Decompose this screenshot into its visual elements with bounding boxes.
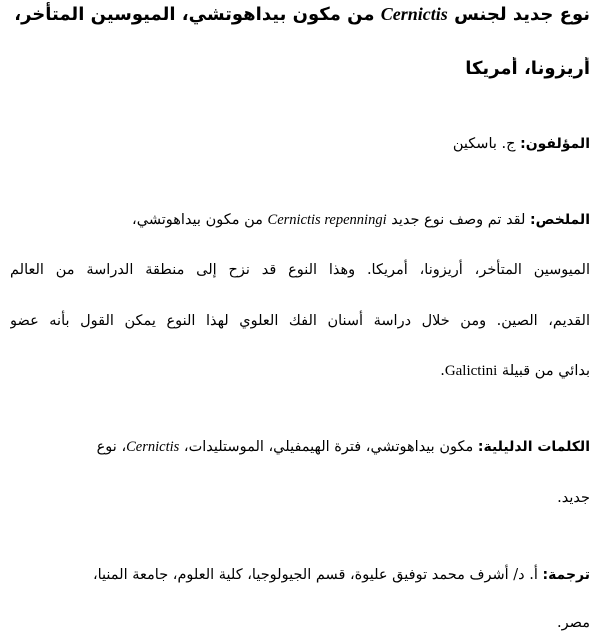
authors-label: المؤلفون:: [520, 136, 590, 152]
keywords-genus: Cernictis: [126, 439, 180, 455]
abstract-species: Cernictis repenningi: [267, 212, 387, 228]
abstract-text-3: القديم، الصين. ومن خلال دراسة أسنان الفك العلوي لهذا النوع يمكن القول بأنه عضو: [10, 313, 590, 329]
abstract-text-1a: لقد تم وصف نوع جديد: [391, 212, 526, 228]
translation-label: ترجمة:: [542, 567, 590, 583]
translation-line-2: [10, 612, 590, 634]
title-line-2: [10, 57, 590, 81]
keywords-label: الكلمات الدليلية:: [477, 439, 590, 455]
keywords-text-2: جديد.: [557, 490, 590, 506]
abstract-line-2: [10, 259, 590, 281]
authors-value: ج. باسكين: [452, 136, 516, 152]
abstract-line-1: [10, 209, 590, 231]
title-location: أريزونا، أمريكا: [465, 58, 590, 79]
title-line-1: [10, 2, 590, 27]
title-text-end: من مكون بيداهوتشي، الميوسين المتأخر،: [14, 4, 375, 25]
authors-line: [10, 133, 590, 155]
keywords-line-1: [10, 436, 590, 458]
abstract-line-3: [10, 310, 590, 332]
keywords-text-1a: مكون بيداهوتشي، فترة الهيمفيلي، الموستليدات،: [183, 439, 474, 455]
abstract-tribe: Galictini: [444, 363, 498, 379]
title-text-start: نوع جديد لجنس: [454, 4, 590, 25]
keywords-line-2: [10, 487, 590, 509]
translation-text-2: مصر.: [557, 615, 590, 631]
abstract-text-2: الميوسين المتأخر، أريزونا، أمريكا. وهذا النوع قد نزح إلى منطقة الدراسة من العالم: [10, 262, 590, 278]
translation-line-1: [10, 564, 590, 586]
abstract-label: الملخص:: [530, 212, 590, 228]
translation-text-1: أ. د/ أشرف محمد توفيق عليوة، قسم الجيولوجيا، كلية العلوم، جامعة المنيا،: [92, 567, 538, 583]
keywords-text-1b: ، نوع: [96, 439, 127, 455]
abstract-text-1b: من مكون بيداهوتشي،: [132, 212, 263, 228]
title-genus: Cernictis: [380, 4, 448, 24]
abstract-text-4: بدائي من قبيلة: [501, 363, 590, 379]
abstract-line-4: بدائي من قبيلة Galictini.: [440, 363, 590, 379]
